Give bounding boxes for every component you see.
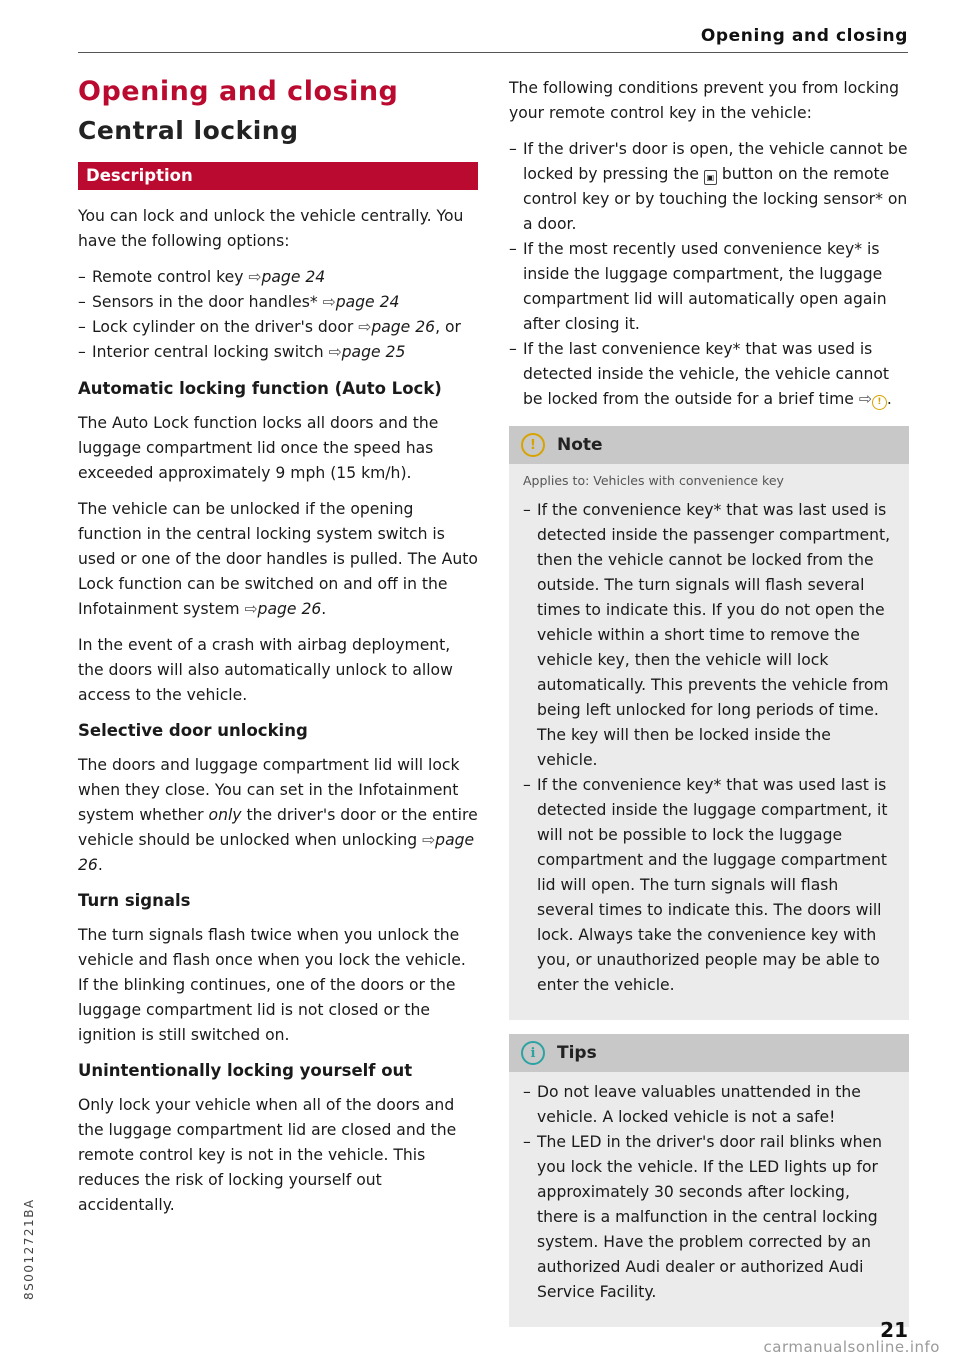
conditions-list: [509, 137, 909, 412]
list-item: – If the driver's door is open, the vehicle cannot be locked by pressing the ▣ button on the remote control key or by touching the locking sensor* on a door.: [509, 140, 908, 233]
warning-ref-icon[interactable]: !: [872, 395, 887, 410]
section-title: Central locking: [78, 116, 299, 145]
arrow-right-icon: ⇨: [248, 268, 262, 286]
list-item: – If the convenience key* that was used last is detected inside the luggage compartment, it will not be possible to lock the luggage compartment and the luggage compartment lid will open. The turn signals will flash several times to indicate this. The doors will lock. Always take the convenience key with you, or unauthorized people may be able to enter the vehicle.: [523, 776, 888, 994]
header-rule: [78, 52, 908, 53]
note-box: [509, 426, 909, 1020]
selective-paragraph: The doors and luggage compartment lid will lock when they close. You can set in the Infotainment system whether only the driver's door or the entire vehicle should be unlocked when unlocking ⇨page 26.: [78, 756, 478, 874]
note-title: Note: [557, 435, 603, 455]
auto-lock-paragraph-3: In the event of a crash with airbag deployment, the doors will also automatically unlock to allow access to the vehicle.: [78, 636, 453, 704]
turn-signals-paragraph: The turn signals flash twice when you unlock the vehicle and flash once when you lock the vehicle. If the blinking continues, one of the doors or the luggage compartment lid is not closed or the ignition is still switched on.: [78, 926, 466, 1044]
warning-icon: !: [521, 433, 545, 457]
list-item: – If the convenience key* that was last used is detected inside the passenger compartment, then the vehicle cannot be locked from the outside. The turn signals will flash several times to indicate this. If you do not open the vehicle within a short time to remove the vehicle key, then the vehicle will lock automatically. This prevents the vehicle from being left unlocked for long periods of time. The key will then be locked inside the vehicle.: [523, 501, 891, 769]
page-link[interactable]: ⇨page 26: [358, 318, 436, 336]
page-link[interactable]: ⇨page 24: [248, 268, 326, 286]
unintentional-lockout-paragraph: Only lock your vehicle when all of the doors and the luggage compartment lid are closed and the remote control key is not in the vehicle. This reduces the risk of locking yourself out accidentally.: [78, 1096, 457, 1214]
tips-box: [509, 1034, 909, 1327]
tips-header: [509, 1034, 909, 1072]
selective-heading: Selective door unlocking: [78, 721, 308, 740]
intro-paragraph: You can lock and unlock the vehicle centrally. You have the following options:: [78, 207, 464, 250]
page-link[interactable]: ⇨page 26: [244, 600, 322, 618]
arrow-right-icon: ⇨: [422, 831, 436, 849]
page-number: 21: [880, 1318, 908, 1342]
options-list: [78, 265, 478, 365]
chapter-title: Opening and closing: [78, 76, 399, 107]
arrow-right-icon: ⇨: [328, 343, 342, 361]
tips-title: Tips: [557, 1043, 597, 1063]
lock-button-icon: ▣: [704, 170, 717, 185]
arrow-right-icon: ⇨: [322, 293, 336, 311]
page-link[interactable]: ⇨page 26: [78, 831, 475, 874]
description-banner: Description: [78, 162, 478, 190]
list-item: – If the most recently used convenience key* is inside the luggage compartment, the luggage compartment lid will automatically open again after closing it.: [509, 240, 887, 333]
auto-lock-heading: Automatic locking function (Auto Lock): [78, 379, 442, 398]
right-column: [509, 76, 909, 1339]
conditions-intro: The following conditions prevent you from locking your remote control key in the vehicle:: [509, 79, 899, 122]
arrow-right-icon: ⇨: [358, 318, 372, 336]
page-link[interactable]: ⇨page 25: [328, 343, 406, 361]
note-header: [509, 426, 909, 464]
tips-list: [523, 1080, 895, 1305]
turn-signals-heading: Turn signals: [78, 891, 191, 910]
list-item: – Interior central locking switch ⇨page 25: [78, 343, 406, 361]
note-list: [523, 498, 895, 998]
document-code: 8S0012721BA: [22, 1198, 36, 1300]
running-header-title: Opening and closing: [700, 26, 908, 46]
auto-lock-paragraph-2: The vehicle can be unlocked if the opening function in the central locking system switch is used or one of the door handles is pulled. The Auto Lock function can be switched on and off in the Infotainment system ⇨page 26.: [78, 500, 478, 618]
unintentional-lockout-heading: Unintentionally locking yourself out: [78, 1061, 413, 1080]
list-item: – If the last convenience key* that was used is detected inside the vehicle, the vehicle cannot be locked from the outside for a brief time ⇨ ! .: [509, 340, 892, 408]
list-item: – Do not leave valuables unattended in the vehicle. A locked vehicle is not a safe!: [523, 1083, 861, 1126]
auto-lock-paragraph-1: The Auto Lock function locks all doors and the luggage compartment lid once the speed has exceeded approximately 9 mph (15 km/h).: [78, 414, 439, 482]
tips-body: [509, 1072, 909, 1327]
arrow-right-icon: ⇨: [244, 600, 258, 618]
list-item: – Sensors in the door handles* ⇨page 24: [78, 293, 400, 311]
list-item: – The LED in the driver's door rail blinks when you lock the vehicle. If the LED lights up for approximately 30 seconds after locking, there is a malfunction in the central locking system. Have the problem corrected by an authorized Audi dealer or authorized Audi Service Facility.: [523, 1133, 883, 1301]
page-link[interactable]: ⇨page 24: [322, 293, 400, 311]
note-body: [509, 464, 909, 1020]
info-icon: i: [521, 1041, 545, 1065]
arrow-right-icon: ⇨: [858, 390, 872, 408]
list-item: – Lock cylinder on the driver's door ⇨page 26, or: [78, 318, 461, 336]
list-item: – Remote control key ⇨page 24: [78, 268, 326, 286]
watermark: carmanualsonline.info: [763, 1338, 940, 1356]
applies-to-text: Applies to: Vehicles with convenience key: [523, 473, 784, 488]
left-column: [78, 72, 478, 1229]
